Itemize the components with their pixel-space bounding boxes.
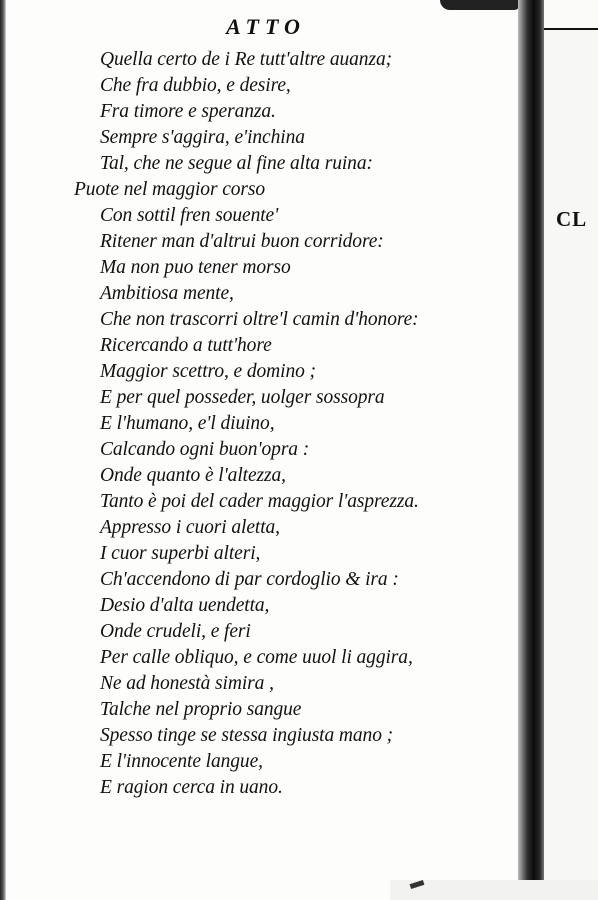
poem-line: Ma non puo tener morso: [100, 257, 291, 278]
book-gutter: [518, 0, 544, 900]
recto-page: [544, 28, 598, 885]
poem-line: Tanto è poi del cader maggior l'asprezza.: [100, 491, 419, 512]
poem-line: Ritener man d'altrui buon corridore:: [100, 231, 384, 252]
poem-line: Onde quanto è l'altezza,: [100, 465, 286, 486]
poem-line: Per calle obliquo, e come uuol li aggira,: [100, 647, 413, 668]
facing-page-head: CL: [556, 207, 588, 231]
poem-line: Ch'accendono di par cordoglio & ira :: [100, 569, 399, 590]
poem-line: Puote nel maggior corso: [74, 179, 266, 200]
poem-line: Calcando ogni buon'opra :: [100, 439, 310, 460]
page-edge-shadow: [0, 0, 6, 900]
poem-line: Quella certo de i Re tutt'altre auanza;: [100, 49, 392, 70]
running-head: ATTO: [226, 14, 306, 39]
poem-line: Ambitiosa mente,: [100, 283, 234, 304]
top-ink-smudge: [440, 0, 520, 10]
poem-line: Che fra dubbio, e desire,: [100, 75, 291, 96]
poem-line: E per quel posseder, uolger sossopra: [100, 387, 385, 408]
poem-line: Talche nel proprio sangue: [100, 699, 302, 720]
facing-page-head-area: [544, 200, 598, 240]
poem-line: E ragion cerca in uano.: [100, 777, 283, 798]
poem-line: Appresso i cuori aletta,: [100, 517, 280, 538]
poem-line: Che non trascorri oltre'l camin d'honore:: [100, 309, 419, 330]
poem-line: Fra timore e speranza.: [100, 101, 276, 122]
poem-line: Onde crudeli, e feri: [100, 621, 251, 642]
poem-line: Sempre s'aggira, e'inchina: [100, 127, 305, 148]
poem-line: Con sottil fren souente': [100, 205, 279, 226]
poem-line: I cuor superbi alteri,: [100, 543, 261, 564]
poem-line: E l'humano, e'l diuino,: [100, 413, 275, 434]
poem-line: Tal, che ne segue al fine alta ruina:: [100, 153, 373, 174]
poem-line: Spesso tinge se stessa ingiusta mano ;: [100, 725, 394, 746]
poem-line: Desio d'alta uendetta,: [100, 595, 270, 616]
poem-line: E l'innocente langue,: [100, 751, 263, 772]
poem-line: Ne ad honestà simira ,: [100, 673, 274, 694]
poem-line: Maggior scettro, e domino ;: [100, 361, 316, 382]
poem-line: Ricercando a tutt'hore: [100, 335, 272, 356]
